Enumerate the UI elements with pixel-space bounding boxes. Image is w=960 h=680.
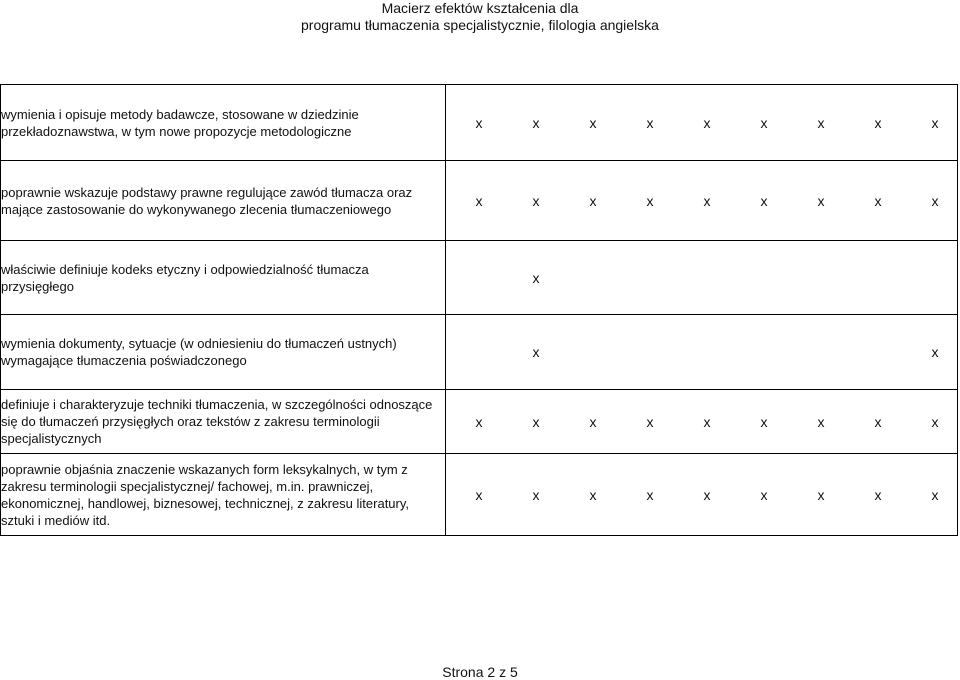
effect-mark: x [532,192,540,209]
table-row [1,454,958,536]
marks-cell [446,454,958,536]
effect-mark: x [589,192,597,209]
effect-mark: x [931,486,939,503]
effect-mark: x [931,413,939,430]
effect-mark: x [532,344,540,360]
effect-mark: x [760,413,768,430]
marks-cell [446,241,958,315]
outcome-description: poprawnie wskazuje podstawy prawne regulujące zawód tłumacza oraz mające zastosowanie do wykonywanego zlecenia tłumaczeniowego [1,161,446,241]
header-subtitle: programu tłumaczenia specjalistycznie, filologia angielska [301,17,659,33]
effect-mark: x [475,114,483,131]
effect-mark: x [874,192,882,209]
effect-mark: x [532,269,540,286]
effect-mark: x [760,192,768,209]
effect-mark: x [817,413,825,430]
marks-cell [446,315,958,390]
effect-mark: x [760,114,768,131]
effect-mark: x [703,486,711,503]
effect-mark: x [589,486,597,503]
effect-mark: x [703,192,711,209]
effect-mark: x [475,192,483,209]
effect-mark: x [703,413,711,430]
table-row [1,85,958,161]
outcome-description: definiuje i charakteryzuje techniki tłumaczenia, w szczególności odnoszące się do tłumaczeń przysięgłych oraz tekstów z zakresu terminologii specjalistycznych [1,390,446,454]
effect-mark: x [646,192,654,209]
outcome-description: wymienia dokumenty, sytuacje (w odniesieniu do tłumaczeń ustnych) wymagające tłumaczenia poświadczonego [1,315,446,390]
effect-mark: x [817,192,825,209]
outcome-description: poprawnie objaśnia znaczenie wskazanych form leksykalnych, w tym z zakresu terminologii specjalistycznej/ fachowej, m.in. prawniczej, ekonomicznej, handlowej, biznesowej, technicznej, z zakresu literatury, sztuki i mediów itd. [1,454,446,536]
effect-mark: x [532,486,540,503]
outcome-description: właściwie definiuje kodeks etyczny i odpowiedzialność tłumacza przysięgłego [1,241,446,315]
marks-cell [446,161,958,241]
table-row [1,315,958,390]
effect-mark: x [874,486,882,503]
effect-mark: x [703,114,711,131]
effect-mark: x [874,114,882,131]
effect-mark: x [589,114,597,131]
effect-mark: x [589,413,597,430]
effect-mark: x [646,114,654,131]
document-header [0,0,960,34]
outcome-description: wymienia i opisuje metody badawcze, stosowane w dziedzinie przekładoznawstwa, w tym nowe propozycje metodologiczne [1,85,446,161]
effect-mark: x [874,413,882,430]
effect-mark: x [760,486,768,503]
effect-mark: x [931,344,939,360]
effect-mark: x [817,486,825,503]
table-row [1,390,958,454]
table-row [1,241,958,315]
effect-mark: x [817,114,825,131]
effect-mark: x [532,413,540,430]
page-number: Strona 2 z 5 [442,664,518,680]
marks-cell [446,390,958,454]
table-row [1,161,958,241]
effect-mark: x [646,486,654,503]
effect-mark: x [646,413,654,430]
effect-mark: x [475,486,483,503]
effect-mark: x [931,192,939,209]
marks-cell [446,85,958,161]
header-title: Macierz efektów kształcenia dla [381,0,579,16]
learning-outcomes-matrix [0,84,958,536]
effect-mark: x [475,413,483,430]
effect-mark: x [532,114,540,131]
effect-mark: x [931,114,939,131]
